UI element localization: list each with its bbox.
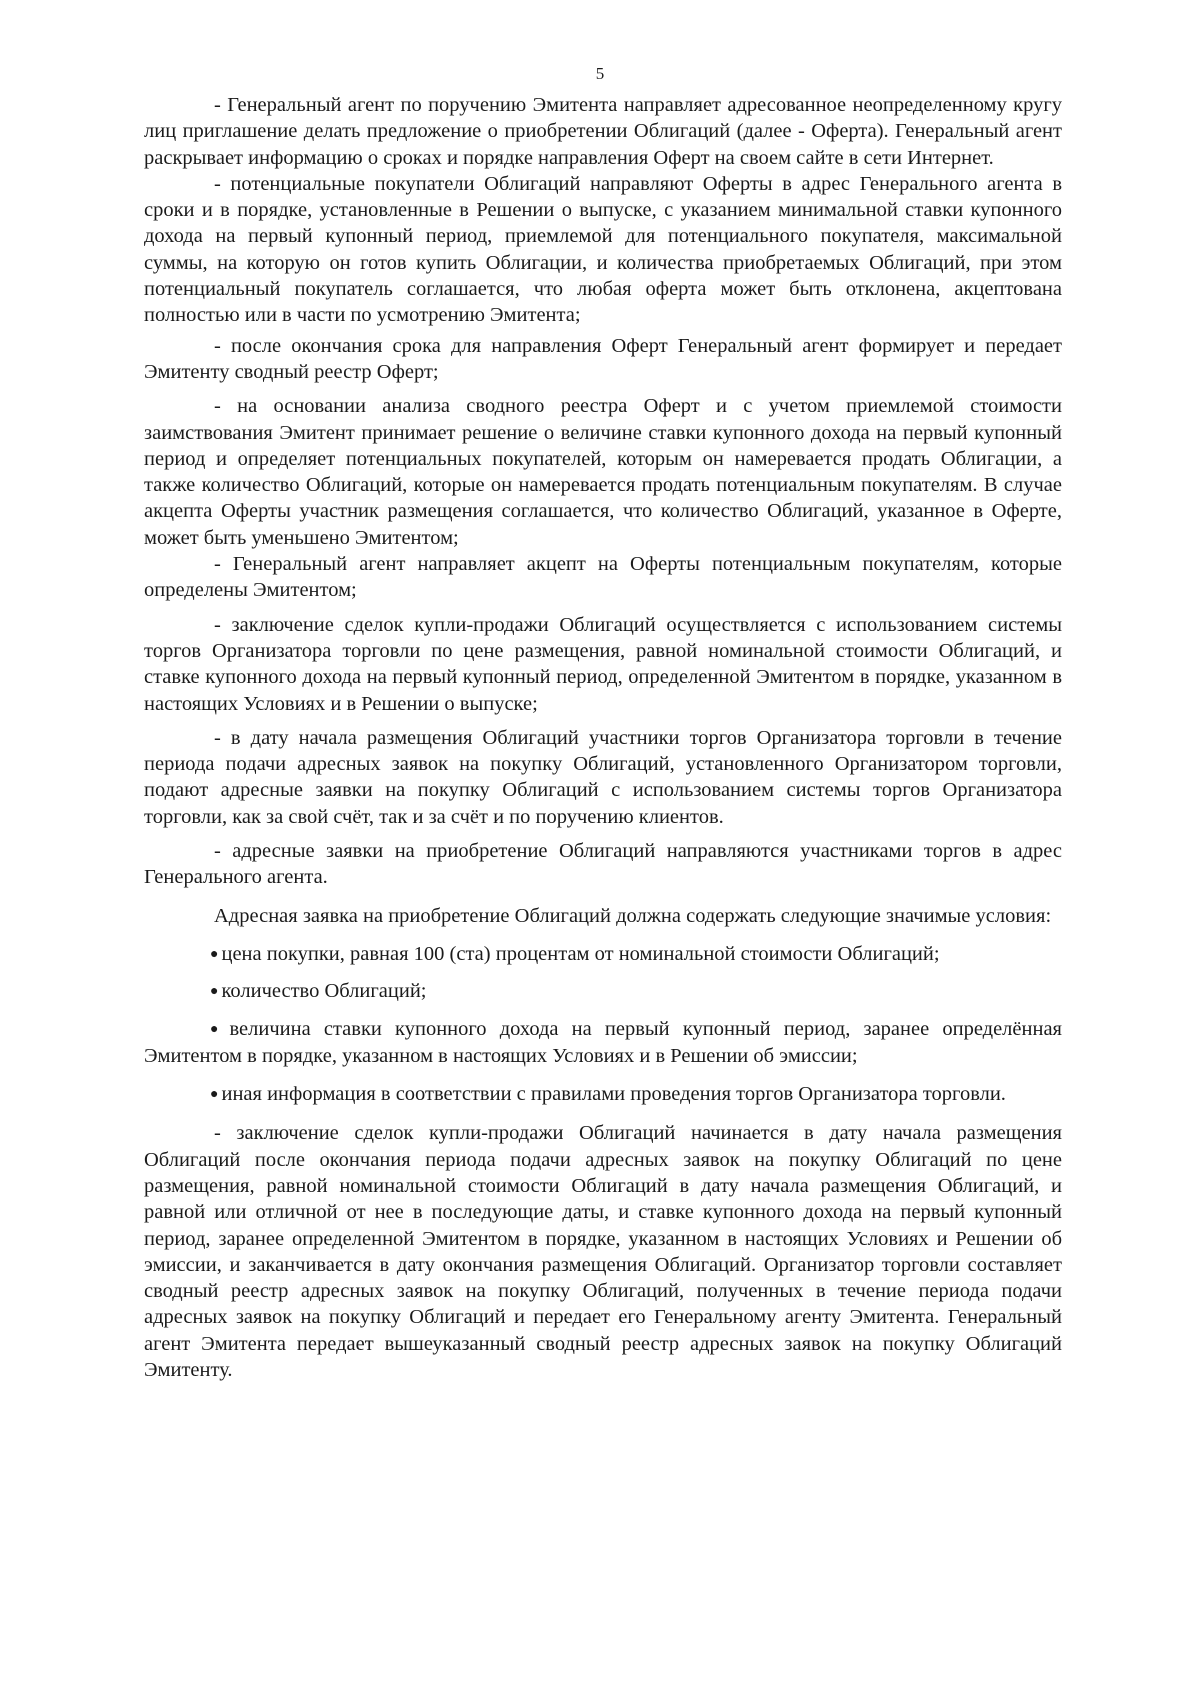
paragraph-address-requests: - адресные заявки на приобретение Облигаций направляются участниками торгов в адрес Генерального агента. [144, 840, 1062, 889]
page-number: 5 [595, 64, 605, 83]
list-item [144, 978, 1062, 1005]
list-item [144, 1016, 1062, 1070]
paragraph-placement-date: - в дату начала размещения Облигаций участники торгов Организатора торговли в течение периода подачи адресных заявок на покупку Облигаций, установленного Организатором торговли, подают адресные заявки на покупку Облигаций с использованием системы торгов Организатора торговли, как за свой счёт, так и за счёт и по поручению клиентов. [144, 726, 1062, 828]
paragraph-offers-registry: - после окончания срока для направления Оферт Генеральный агент формирует и передает Эмитенту сводный реестр Оферт; [144, 334, 1062, 383]
list-item-text: цена покупки, равная 100 (ста) процентам от номинальной стоимости Облигаций; [221, 942, 940, 965]
paragraph-request-conditions: Адресная заявка на приобретение Облигаций должна содержать следующие значимые условия: [214, 904, 1052, 927]
list-item [144, 1081, 1062, 1108]
paragraph-acceptance: - Генеральный агент направляет акцепт на Оферты потенциальным покупателям, которые определены Эмитентом; [144, 553, 1062, 602]
paragraph-deals-start: - заключение сделок купли-продажи Облигаций начинается в дату начала размещения Облигаций после окончания периода подачи адресных заявок на покупку Облигаций по цене размещения, равной номинальной стоимости Облигаций в дату начала размещения Облигаций, и равной или отличной от нее в последующие даты, и ставке купонного дохода на первый купонный период, заранее определенной Эмитентом в порядке, указанном в настоящих Условиях и Решении об эмиссии, и заканчивается в дату окончания размещения Облигаций. Организатор торговли составляет сводный реестр адресных заявок на покупку Облигаций, полученных в течение периода подачи адресных заявок на покупку Облигаций и передает его Генеральному агенту Эмитента. Генеральный агент Эмитента передает вышеуказанный сводный реестр адресных заявок на покупку Облигаций Эмитенту. [144, 1122, 1062, 1382]
list-item-text: количество Облигаций; [221, 980, 427, 1003]
list-item-text: величина ставки купонного дохода на первый купонный период, заранее определённая Эмитентом в порядке, указанном в настоящих Условиях и в Решении об эмиссии; [144, 1017, 1062, 1067]
paragraph-issuer-decision: - на основании анализа сводного реестра Оферт и с учетом приемлемой стоимости заимствования Эмитент принимает решение о величине ставки купонного дохода на первый купонный период и определяет потенциальных покупателей, которым он намеревается продать Облигации, а также количество Облигаций, которые он намеревается продать потенциальным покупателям. В случае акцепта Оферты участник размещения соглашается, что количество Облигаций, указанное в Оферте, может быть уменьшено Эмитентом; [144, 395, 1062, 549]
bullet-icon: ● [210, 1087, 219, 1103]
paragraph-general-agent-invitation: - Генеральный агент по поручению Эмитента направляет адресованное неопределенному кругу лиц приглашение делать предложение о приобретении Облигаций (далее - Оферта). Генеральный агент раскрывает информацию о сроках и порядке направления Оферт на своем сайте в сети Интернет. [144, 94, 1062, 169]
list-item [144, 941, 1062, 968]
bullet-icon: ● [210, 946, 219, 962]
paragraph-trade-deals: - заключение сделок купли-продажи Облигаций осуществляется с использованием системы торгов Организатора торговли по цене размещения, равной номинальной стоимости Облигаций, и ставке купонного дохода на первый купонный период, определенной Эмитентом в порядке, указанном в настоящих Условиях и в Решении о выпуске; [144, 613, 1062, 715]
bullet-icon: ● [210, 1021, 227, 1037]
list-item-text: иная информация в соответствии с правилами проведения торгов Организатора торговли. [221, 1083, 1006, 1106]
paragraph-potential-buyers-offers: - потенциальные покупатели Облигаций направляют Оферты в адрес Генерального агента в сроки и в порядке, установленные в Решении о выпуске, с указанием минимальной ставки купонного дохода на первый купонный период, приемлемой для потенциального покупателя, максимальной суммы, на которую он готов купить Облигации, и количества приобретаемых Облигаций, при этом потенциальный покупатель соглашается, что любая оферта может быть отклонена, акцептована полностью или в части по усмотрению Эмитента; [144, 172, 1062, 327]
document-body [144, 92, 1062, 1383]
bullet-icon: ● [210, 984, 219, 1000]
